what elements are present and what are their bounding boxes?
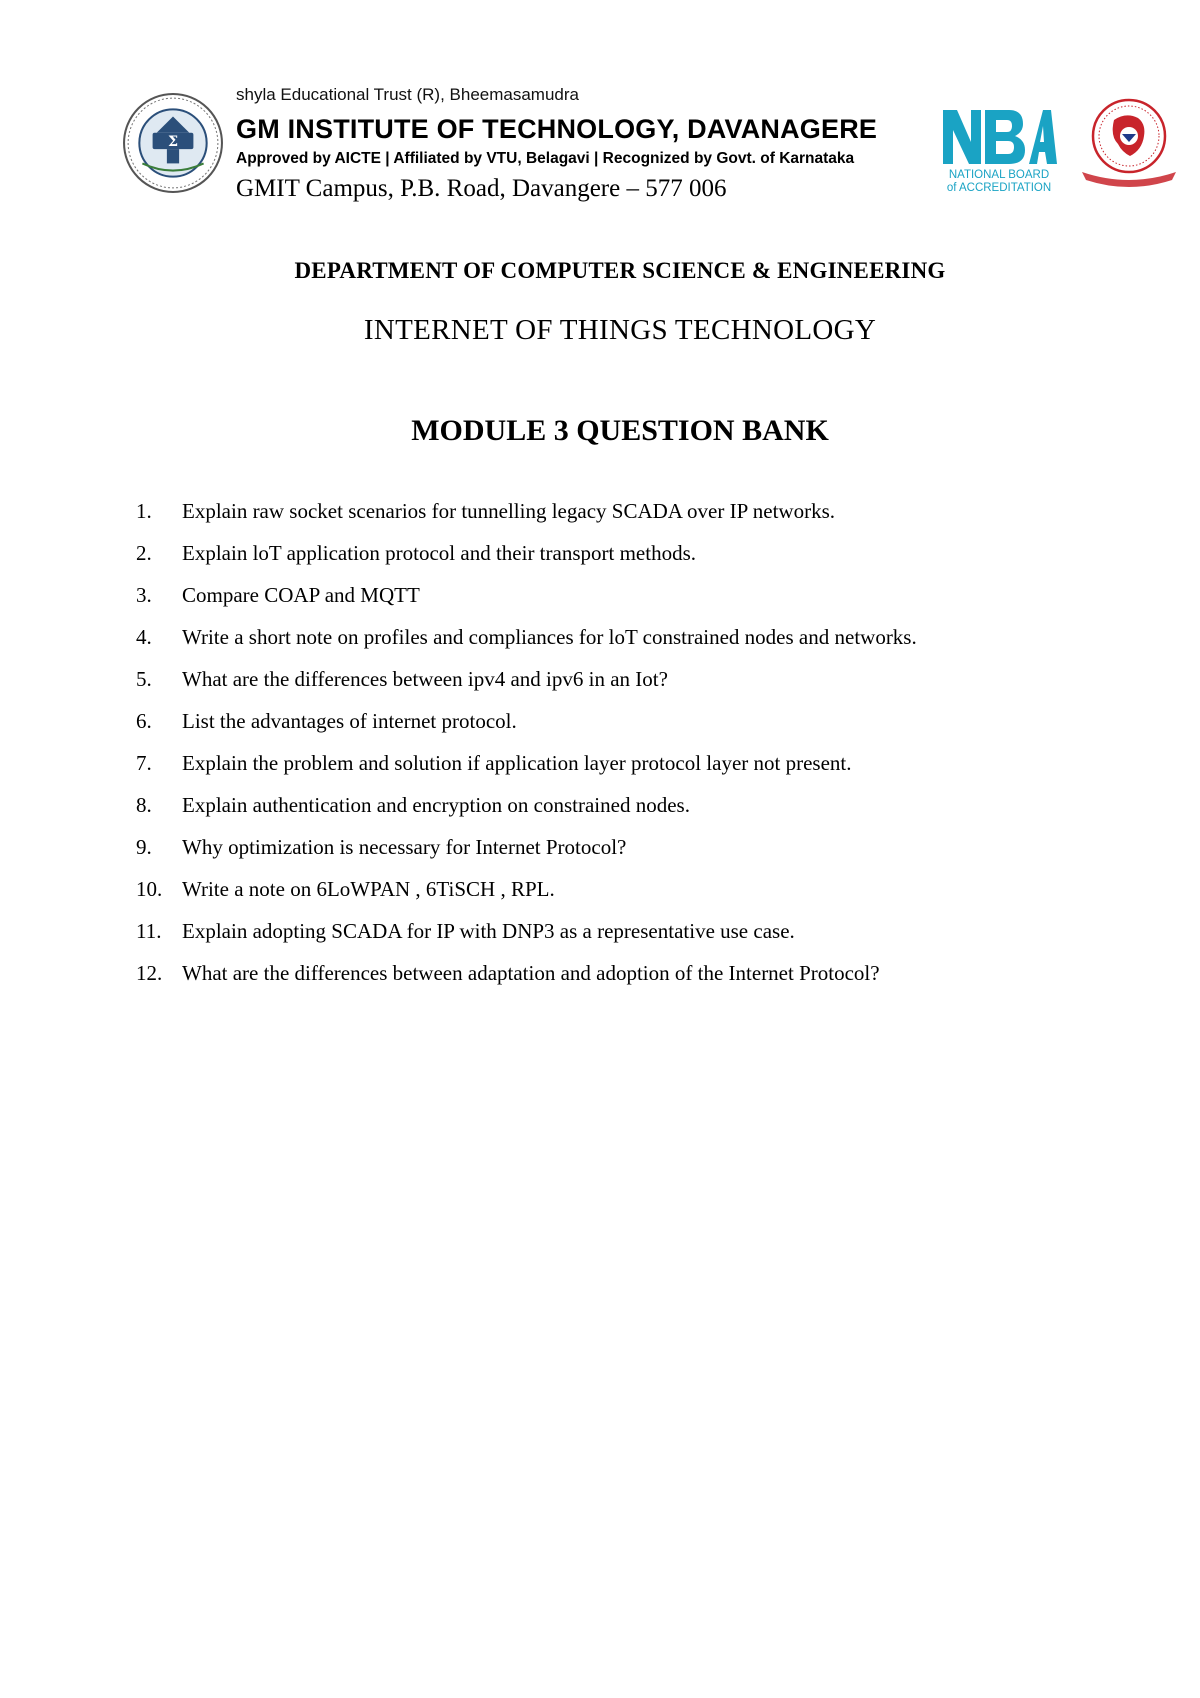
question-text: Explain the problem and solution if application layer protocol layer not present. [182,751,852,775]
question-text: What are the differences between adaptation and adoption of the Internet Protocol? [182,961,880,985]
question-text: Explain authentication and encryption on constrained nodes. [182,793,690,817]
question-text: Explain adopting SCADA for IP with DNP3 as a representative use case. [182,919,795,943]
question-text: Compare COAP and MQTT [182,583,420,607]
question-item [136,784,1136,826]
svg-text:of ACCREDITATION: of ACCREDITATION [946,182,1052,194]
question-item [136,490,1136,532]
question-item [136,616,1136,658]
module-title: MODULE 3 QUESTION BANK [411,414,829,447]
question-number: 1. [136,499,152,523]
question-number: 7. [136,751,152,775]
question-item [136,700,1136,742]
question-number: 9. [136,835,152,859]
subject-title: INTERNET OF THINGS TECHNOLOGY [363,314,877,346]
letterhead-text [236,84,936,204]
question-text: Write a note on 6LoWPAN , 6TiSCH , RPL. [182,877,555,901]
question-text: Explain loT application protocol and their transport methods. [182,541,696,565]
question-text: What are the differences between ipv4 and ipv6 in an Iot? [182,667,668,691]
naac-logo [1074,96,1184,188]
question-text: Why optimization is necessary for Internet Protocol? [182,835,627,859]
question-number: 12. [136,961,163,985]
question-number: 2. [136,541,152,565]
campus-address: GMIT Campus, P.B. Road, Davangere – 577 006 [236,175,727,202]
svg-text:NATIONAL BOARD: NATIONAL BOARD [948,169,1050,181]
question-item [136,574,1136,616]
question-item [136,952,1136,994]
question-number: 11. [136,919,162,943]
question-number: 3. [136,583,152,607]
question-item [136,742,1136,784]
department-title: DEPARTMENT OF COMPUTER SCIENCE & ENGINEERING [294,258,946,283]
question-text: List the advantages of internet protocol. [182,709,517,733]
question-list [136,490,1136,994]
question-item [136,910,1136,952]
question-text: Write a short note on profiles and compliances for loT constrained nodes and networks. [182,625,917,649]
question-item [136,868,1136,910]
question-number: 8. [136,793,152,817]
question-text: Explain raw socket scenarios for tunnelling legacy SCADA over IP networks. [182,499,835,523]
question-item [136,532,1136,574]
approval-line: Approved by AICTE | Affiliated by VTU, Belagavi | Recognized by Govt. of Karnataka [236,150,855,167]
question-number: 6. [136,709,152,733]
svg-text:Σ: Σ [167,134,179,151]
question-number: 10. [136,877,163,901]
gmit-seal-logo [122,92,224,194]
question-number: 4. [136,625,152,649]
question-number: 5. [136,667,152,691]
question-item [136,658,1136,700]
question-item [136,826,1136,868]
institute-name: GM INSTITUTE OF TECHNOLOGY, DAVANAGERE [236,114,878,144]
trust-line: shyla Educational Trust (R), Bheemasamudra [236,85,579,104]
nba-logo [938,104,1060,196]
